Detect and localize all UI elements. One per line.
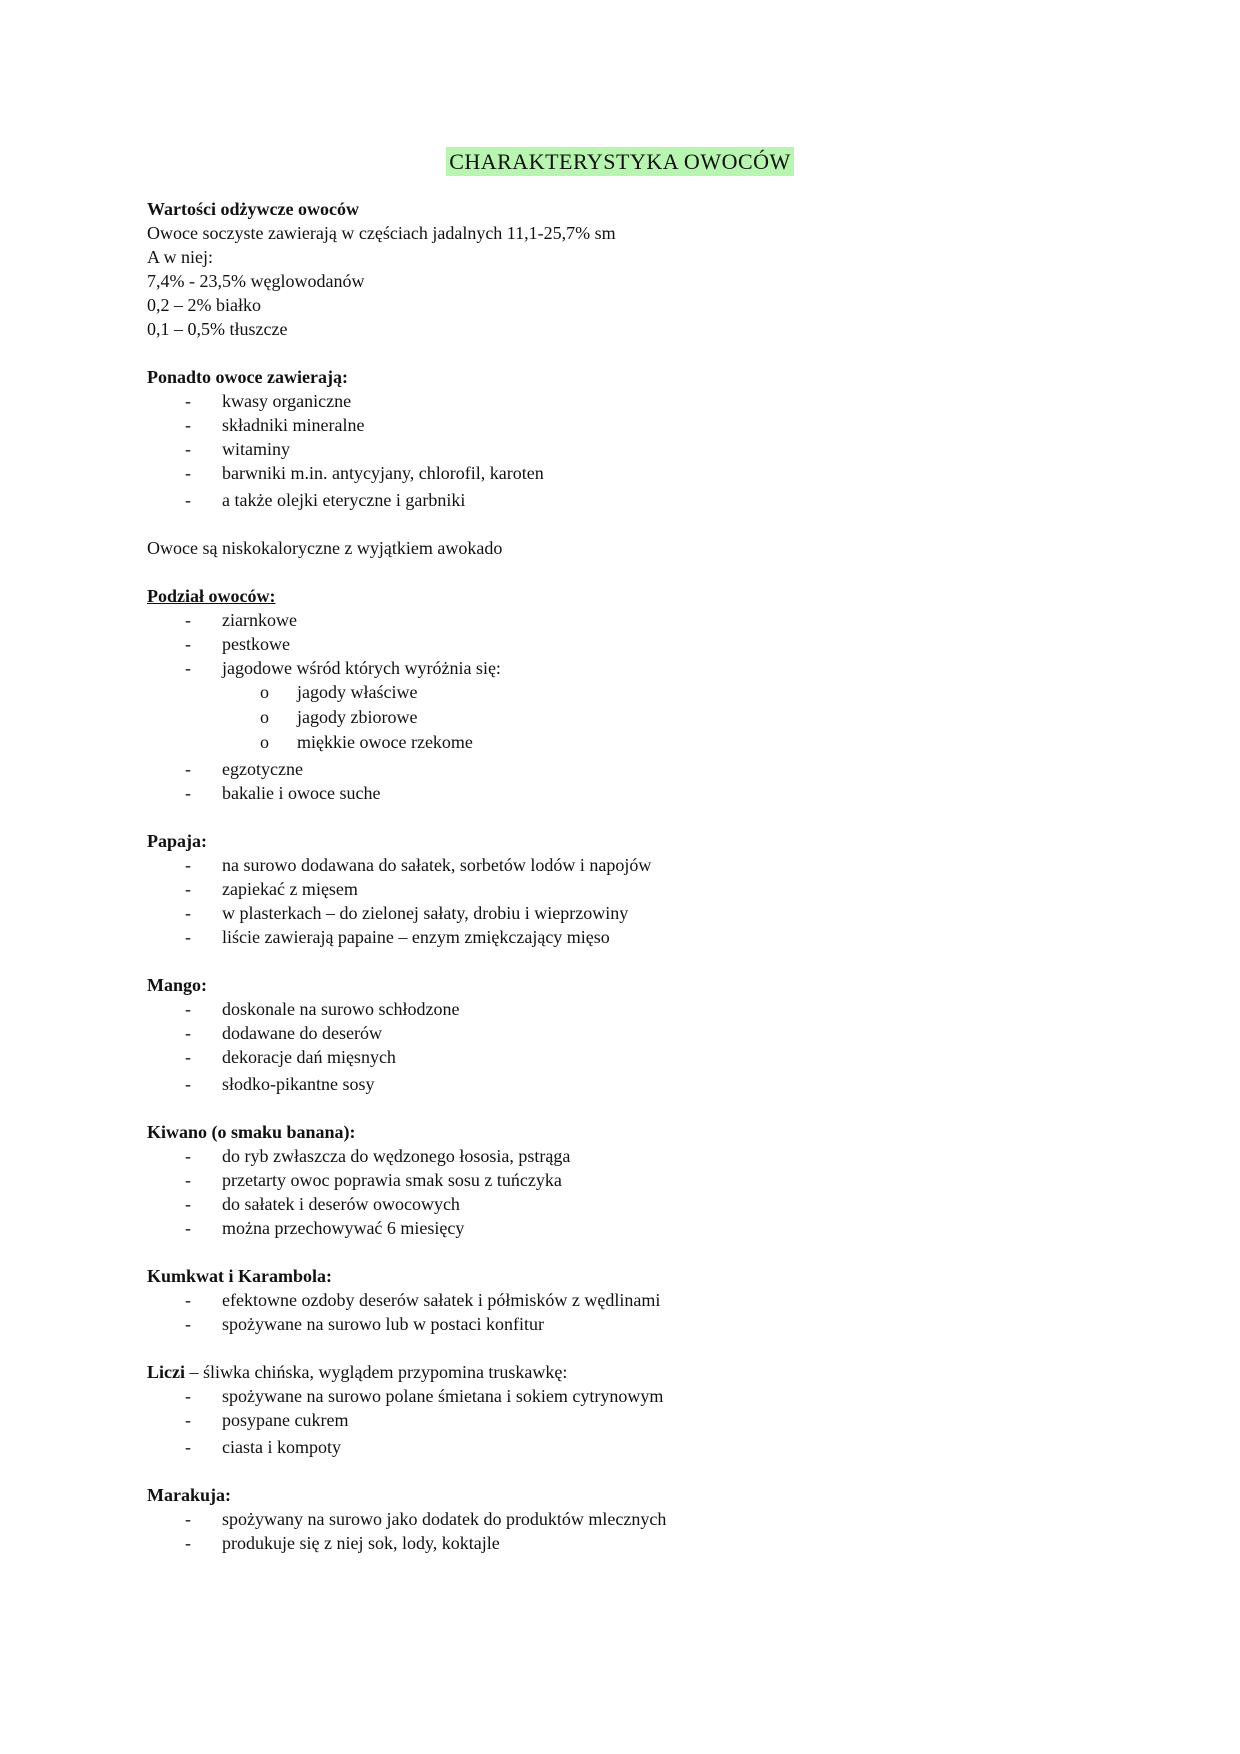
sub-list-item-text: miękkie owoce rzekome [297, 732, 473, 752]
list-item-text: w plasterkach – do zielonej sałaty, drobiu i wieprzowiny [222, 903, 629, 923]
nutrition-line: A w niej: [147, 247, 213, 267]
list-item [147, 1408, 1147, 1435]
low-calorie-note: Owoce są niskokaloryczne z wyjątkiem awokado [147, 538, 503, 558]
list-item-text: zapiekać z mięsem [222, 879, 358, 899]
list-item [147, 488, 1147, 512]
dash-bullet: - [185, 439, 191, 459]
dash-bullet: - [185, 1074, 191, 1094]
nutrition-line: 0,2 – 2% białko [147, 295, 261, 315]
list-item-text: spożywane na surowo lub w postaci konfitur [222, 1314, 544, 1334]
dash-bullet: - [185, 391, 191, 411]
spacer [147, 512, 1147, 536]
list-item-text: do sałatek i deserów owocowych [222, 1194, 460, 1214]
list-item-text: do ryb zwłaszcza do wędzonego łososia, pstrąga [222, 1146, 571, 1166]
kumkwat-heading: Kumkwat i Karambola: [147, 1266, 333, 1286]
dash-bullet: - [185, 999, 191, 1019]
dash-bullet: - [185, 1047, 191, 1067]
list-item [147, 461, 1147, 488]
dash-bullet: - [185, 1533, 191, 1553]
list-item-text: pestkowe [222, 634, 290, 654]
dash-bullet: - [185, 1314, 191, 1334]
list-item-text: egzotyczne [222, 759, 303, 779]
sub-list-item [147, 730, 1147, 757]
list-item-text: bakalie i owoce suche [222, 783, 381, 803]
list-item-text: słodko-pikantne sosy [222, 1074, 375, 1094]
list-item-text: produkuje się z niej sok, lody, koktajle [222, 1533, 500, 1553]
nutrition-heading: Wartości odżywcze owoców [147, 199, 359, 219]
list-item [147, 608, 1147, 632]
list-item-text: liście zawierają papaine – enzym zmiękczający mięso [222, 927, 610, 947]
liczi-heading-rest: – śliwka chińska, wyglądem przypomina truskawkę: [185, 1362, 568, 1382]
list-item [147, 1144, 1147, 1168]
nutrition-line: Owoce soczyste zawierają w częściach jadalnych 11,1-25,7% sm [147, 223, 616, 243]
also-heading: Ponadto owoce zawierają: [147, 367, 348, 387]
spacer [147, 560, 1147, 584]
list-item [147, 1045, 1147, 1072]
list-item [147, 877, 1147, 901]
dash-bullet: - [185, 1146, 191, 1166]
list-item-text: kwasy organiczne [222, 391, 352, 411]
list-item-text: efektowne ozdoby deserów sałatek i półmisków z wędlinami [222, 1290, 661, 1310]
dash-bullet: - [185, 1437, 191, 1457]
dash-bullet: - [185, 1218, 191, 1238]
list-item-text: a także olejki eteryczne i garbniki [222, 490, 466, 510]
dash-bullet: - [185, 759, 191, 779]
document-content [147, 197, 1147, 1555]
dash-bullet: - [185, 463, 191, 483]
list-item [147, 757, 1147, 781]
spacer [147, 949, 1147, 973]
liczi-heading-line [147, 1360, 1147, 1384]
list-item-text: na surowo dodawana do sałatek, sorbetów lodów i napojów [222, 855, 652, 875]
spacer [147, 1459, 1147, 1483]
list-item [147, 413, 1147, 437]
list-item [147, 1384, 1147, 1408]
list-item [147, 1168, 1147, 1192]
document-title: CHARAKTERYSTYKA OWOCÓW [446, 147, 794, 176]
dash-bullet: - [185, 855, 191, 875]
list-item [147, 1072, 1147, 1096]
kiwano-heading: Kiwano (o smaku banana): [147, 1122, 356, 1142]
list-item [147, 1531, 1147, 1555]
dash-bullet: - [185, 1023, 191, 1043]
list-item [147, 632, 1147, 656]
list-item [147, 1192, 1147, 1216]
list-item-text: posypane cukrem [222, 1410, 349, 1430]
list-item-text: doskonale na surowo schłodzone [222, 999, 460, 1019]
dash-bullet: - [185, 490, 191, 510]
dash-bullet: - [185, 903, 191, 923]
list-item [147, 437, 1147, 461]
mango-heading: Mango: [147, 975, 207, 995]
sub-list-item-text: jagody właściwe [297, 682, 418, 702]
list-item [147, 1288, 1147, 1312]
marakuja-heading: Marakuja: [147, 1485, 231, 1505]
list-item [147, 1312, 1147, 1336]
nutrition-line: 7,4% - 23,5% węglowodanów [147, 271, 365, 291]
list-item [147, 1216, 1147, 1240]
dash-bullet: - [185, 879, 191, 899]
dash-bullet: - [185, 1410, 191, 1430]
dash-bullet: - [185, 610, 191, 630]
list-item-text: przetarty owoc poprawia smak sosu z tuńczyka [222, 1170, 562, 1190]
list-item [147, 901, 1147, 925]
list-item-text: ciasta i kompoty [222, 1437, 341, 1457]
list-item-text: jagodowe wśród których wyróżnia się: [222, 658, 501, 678]
sub-list-item [147, 705, 1147, 730]
circle-bullet: o [260, 732, 269, 752]
spacer [147, 1336, 1147, 1360]
list-item [147, 997, 1147, 1021]
list-item [147, 1507, 1147, 1531]
list-item [147, 925, 1147, 949]
list-item-text: witaminy [222, 439, 290, 459]
circle-bullet: o [260, 707, 269, 727]
liczi-heading: Liczi [147, 1362, 185, 1382]
dash-bullet: - [185, 1386, 191, 1406]
list-item [147, 656, 1147, 680]
spacer [147, 1240, 1147, 1264]
list-item-text: dodawane do deserów [222, 1023, 382, 1043]
nutrition-line: 0,1 – 0,5% tłuszcze [147, 319, 288, 339]
dash-bullet: - [185, 1509, 191, 1529]
papaja-heading: Papaja: [147, 831, 207, 851]
spacer [147, 341, 1147, 365]
list-item [147, 389, 1147, 413]
circle-bullet: o [260, 682, 269, 702]
title-wrapper [0, 147, 1240, 176]
list-item-text: ziarnkowe [222, 610, 297, 630]
dash-bullet: - [185, 927, 191, 947]
dash-bullet: - [185, 658, 191, 678]
list-item-text: składniki mineralne [222, 415, 365, 435]
list-item [147, 853, 1147, 877]
list-item-text: spożywane na surowo polane śmietana i sokiem cytrynowym [222, 1386, 664, 1406]
dash-bullet: - [185, 1170, 191, 1190]
list-item-text: można przechowywać 6 miesięcy [222, 1218, 465, 1238]
list-item-text: barwniki m.in. antycyjany, chlorofil, karoten [222, 463, 544, 483]
dash-bullet: - [185, 1194, 191, 1214]
sub-list-item [147, 680, 1147, 705]
dash-bullet: - [185, 415, 191, 435]
dash-bullet: - [185, 1290, 191, 1310]
dash-bullet: - [185, 783, 191, 803]
list-item [147, 1435, 1147, 1459]
dash-bullet: - [185, 634, 191, 654]
spacer [147, 1096, 1147, 1120]
list-item-text: spożywany na surowo jako dodatek do produktów mlecznych [222, 1509, 667, 1529]
sub-list-item-text: jagody zbiorowe [297, 707, 418, 727]
division-heading: Podział owoców: [147, 586, 276, 606]
list-item [147, 781, 1147, 805]
list-item-text: dekoracje dań mięsnych [222, 1047, 396, 1067]
spacer [147, 805, 1147, 829]
list-item [147, 1021, 1147, 1045]
